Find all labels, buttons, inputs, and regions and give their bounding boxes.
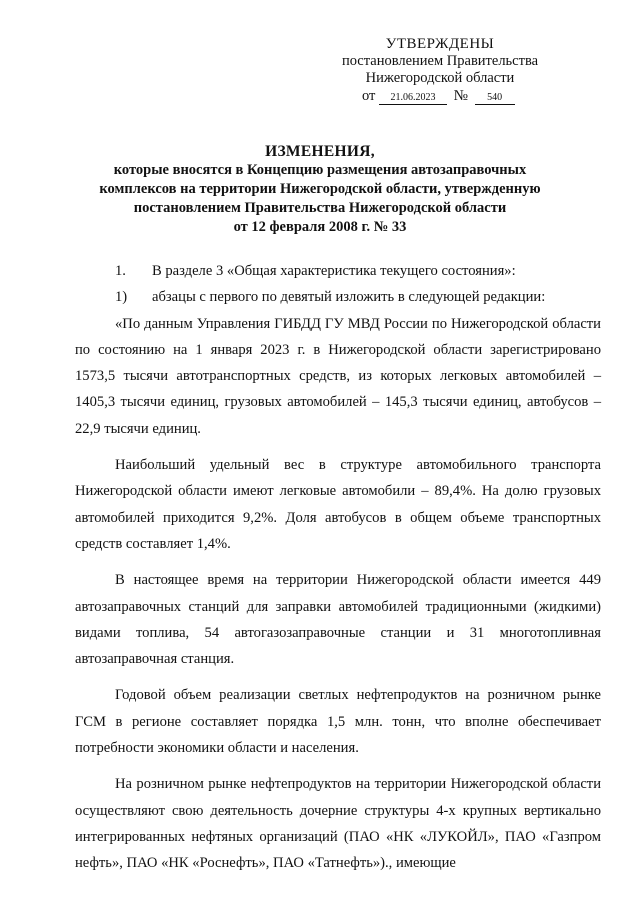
approval-reference [300, 88, 580, 105]
approval-date: 21.06.2023 [379, 91, 447, 105]
list-item-2-number: 1) [115, 289, 128, 306]
paragraph-5: На розничном рынке нефтепродуктов на территории Нижегородской области осуществляют свою деятельность дочерние структуры 4-х крупных вертикально интегрированных нефтяных организаций (ПАО «НК «ЛУКОЙЛ», ПАО «Газпром нефть», ПАО «НК «Роснефть», ПАО «Татнефть»)., имеющие [75, 776, 601, 872]
list-item-2-text: абзацы с первого по девятый изложить в следующей редакции: [152, 289, 546, 306]
paragraph-3: В настоящее время на территории Нижегородской области имеется 449 автозаправочных станций для заправки автомобилей традиционными (жидкими) видами топлива, 54 автогазозаправочные станции и 31 многотопливная автозаправочная станция. [75, 572, 601, 668]
title-line-4: от 12 февраля 2008 г. № 33 [233, 219, 407, 235]
document-title [40, 142, 600, 237]
title-line-3: постановлением Правительства Нижегородской области [133, 200, 507, 216]
document-body [75, 258, 601, 877]
approval-stamp [300, 36, 580, 105]
paragraph-1: «По данным Управления ГИБДД ГУ МВД России по Нижегородской области по состоянию на 1 января 2023 г. в Нижегородской области зарегистрировано 1573,5 тысячи автотранспортных средств, из которых легковых автомобилей – 1405,3 тысячи единиц, грузовых автомобилей – 145,3 тысячи единиц, автобусов – 22,9 тысячи единиц. [75, 315, 601, 437]
approval-number: 540 [475, 91, 515, 105]
title-line-2: комплексов на территории Нижегородской области, утвержденную [99, 181, 541, 197]
approval-line-2: Нижегородской области [365, 70, 515, 86]
title-line-1: которые вносятся в Концепцию размещения автозаправочных [113, 162, 527, 178]
list-item-2 [75, 284, 601, 310]
list-item-1 [75, 258, 601, 284]
approval-heading: УТВЕРЖДЕНЫ [385, 36, 495, 52]
list-item-1-text: В разделе 3 «Общая характеристика текущего состояния»: [152, 263, 516, 279]
paragraph-2: Наибольший удельный вес в структуре автомобильного транспорта Нижегородской области имеют легковые автомобили – 89,4%. На долю грузовых автомобилей приходится 9,2%. Доля автобусов в общем объеме транспортных средств составляет 1,4%. [75, 457, 601, 552]
approval-number-label: № [453, 88, 468, 104]
approval-from-label: от [362, 88, 376, 104]
approval-line-1: постановлением Правительства [341, 53, 539, 69]
title-main: ИЗМЕНЕНИЯ, [265, 143, 375, 160]
list-item-1-number: 1. [115, 263, 126, 279]
paragraph-4: Годовой объем реализации светлых нефтепродуктов на розничном рынке ГСМ в регионе составляет порядка 1,5 млн. тонн, что вполне обеспечивает потребности экономики области и населения. [75, 687, 601, 757]
